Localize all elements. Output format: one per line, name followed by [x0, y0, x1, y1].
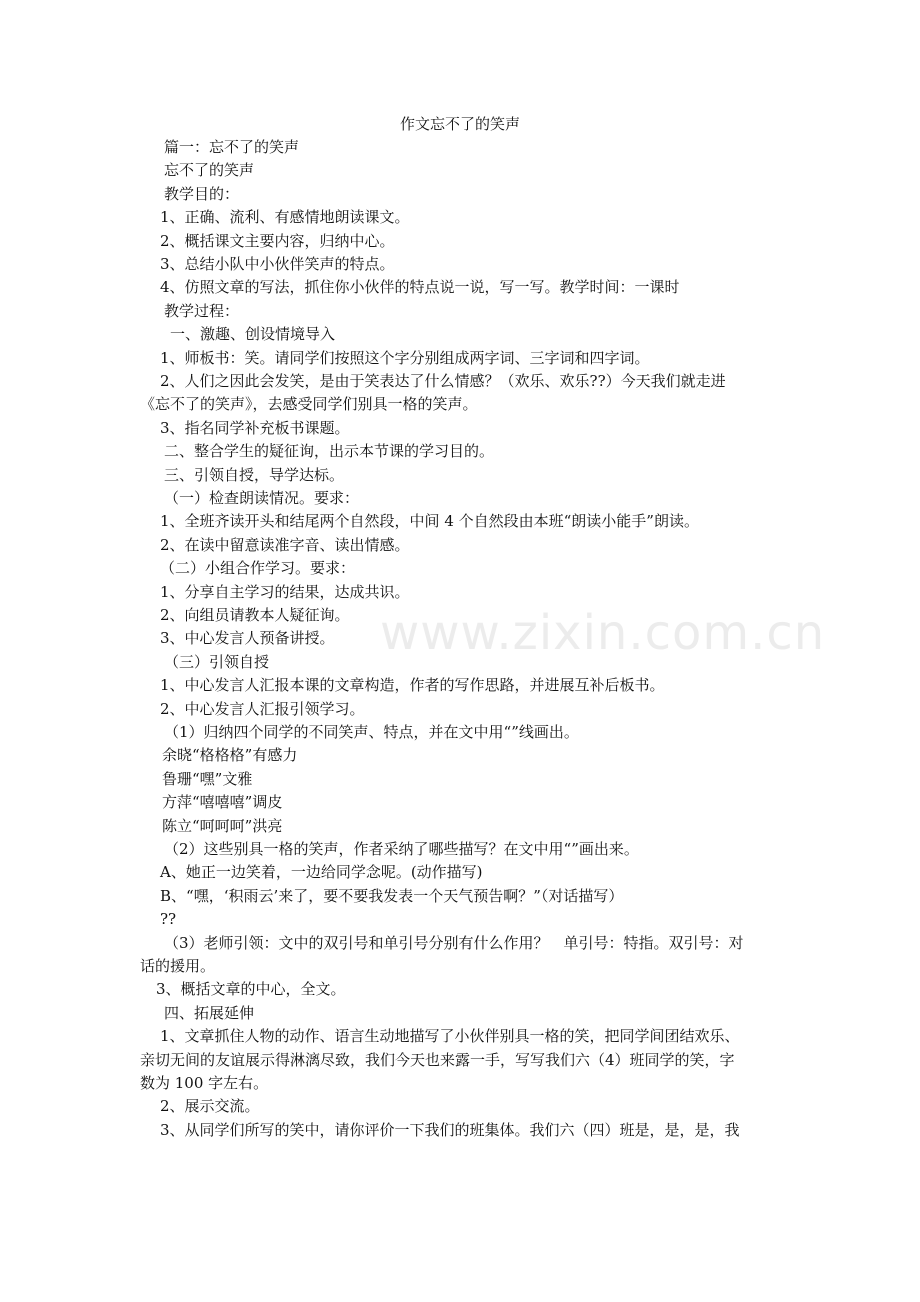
text-line: B、“嘿，‘积雨云’来了，要不要我发表一个天气预告啊？”（对话描写） — [160, 887, 624, 905]
text-line: 1、分享自主学习的结果，达成共识。 — [160, 583, 410, 601]
text-line: 陈立“呵呵呵”洪亮 — [162, 817, 283, 835]
text-line: 2、展示交流。 — [160, 1097, 260, 1115]
text-line: 一、激趣、创设情境导入 — [170, 325, 336, 343]
text-line: 2、概括课文主要内容，归纳中心。 — [160, 232, 395, 250]
text-line: 1、全班齐读开头和结尾两个自然段，中间 4 个自然段由本班“朗读小能手”朗读。 — [160, 512, 699, 530]
text-line: ?? — [160, 910, 177, 928]
text-line: （二）小组合作学习。要求： — [160, 559, 356, 577]
text-line: 3、中心发言人预备讲授。 — [160, 629, 335, 647]
text-line: 1、中心发言人汇报本课的文章构造，作者的写作思路，并进展互补后板书。 — [160, 676, 665, 694]
text-line: （3）老师引领：文中的双引号和单引号分别有什么作用？ 单引号：特指。双引号：对 — [164, 934, 744, 952]
text-line: 3、概括文章的中心，全文。 — [156, 980, 346, 998]
text-line: 话的援用。 — [140, 957, 216, 975]
text-line: 1、师板书：笑。请同学们按照这个字分别组成两字词、三字词和四字词。 — [160, 349, 650, 367]
text-line: 2、中心发言人汇报引领学习。 — [160, 700, 365, 718]
document-title: 作文忘不了的笑声 — [399, 115, 520, 133]
text-line: 忘不了的笑声 — [164, 161, 255, 179]
text-line: 4、仿照文章的写法，抓住你小伙伴的特点说一说，写一写。教学时间：一课时 — [160, 278, 680, 296]
text-line: 数为 100 字左右。 — [140, 1074, 269, 1092]
text-line: 方萍“嘻嘻嘻”调皮 — [162, 793, 283, 811]
text-line: 鲁珊“嘿”文雅 — [162, 770, 253, 788]
text-line: 3、指名同学补充板书课题。 — [160, 419, 350, 437]
text-line: 三、引领自授，导学达标。 — [164, 466, 345, 484]
text-line: 1、正确、流利、有感情地朗读课文。 — [160, 208, 410, 226]
text-line: 《忘不了的笑声》，去感受同学们别具一格的笑声。 — [140, 395, 478, 413]
text-line: 2、在读中留意读准字音、读出情感。 — [160, 536, 410, 554]
text-line: （三）引领自授 — [164, 653, 270, 671]
text-line: （一）检查朗读情况。要求： — [164, 489, 360, 507]
text-line: 篇一：忘不了的笑声 — [164, 138, 300, 156]
text-line: 亲切无间的友谊展示得淋漓尽致，我们今天也来露一手，写写我们六（4）班同学的笑，字 — [140, 1051, 735, 1069]
text-line: 教学目的： — [164, 185, 240, 203]
text-line: 余晓“格格格”有感力 — [162, 746, 298, 764]
text-line: A、她正一边笑着，一边给同学念呢。(动作描写) — [160, 863, 483, 881]
text-line: 2、向组员请教本人疑征询。 — [160, 606, 350, 624]
text-line: 3、从同学们所写的笑中，请你评价一下我们的班集体。我们六（四）班是，是，是，我 — [160, 1121, 740, 1139]
text-line: （2）这些别具一格的笑声，作者采纳了哪些描写？在文中用“”画出来。 — [164, 840, 639, 858]
text-line: 教学过程： — [164, 302, 240, 320]
watermark: www.zixin.com.cn — [380, 605, 826, 661]
text-line: 3、总结小队中小伙伴笑声的特点。 — [160, 255, 395, 273]
text-line: 二、整合学生的疑征询，出示本节课的学习目的。 — [164, 442, 495, 460]
text-line: （1）归纳四个同学的不同笑声、特点，并在文中用“”线画出。 — [164, 723, 579, 741]
text-line: 四、拓展延伸 — [164, 1004, 255, 1022]
text-line: 2、人们之因此会发笑，是由于笑表达了什么情感？（欢乐、欢乐??）今天我们就走进 — [160, 372, 726, 390]
text-line: 1、文章抓住人物的动作、语言生动地描写了小伙伴别具一格的笑，把同学间团结欢乐、 — [160, 1027, 740, 1045]
